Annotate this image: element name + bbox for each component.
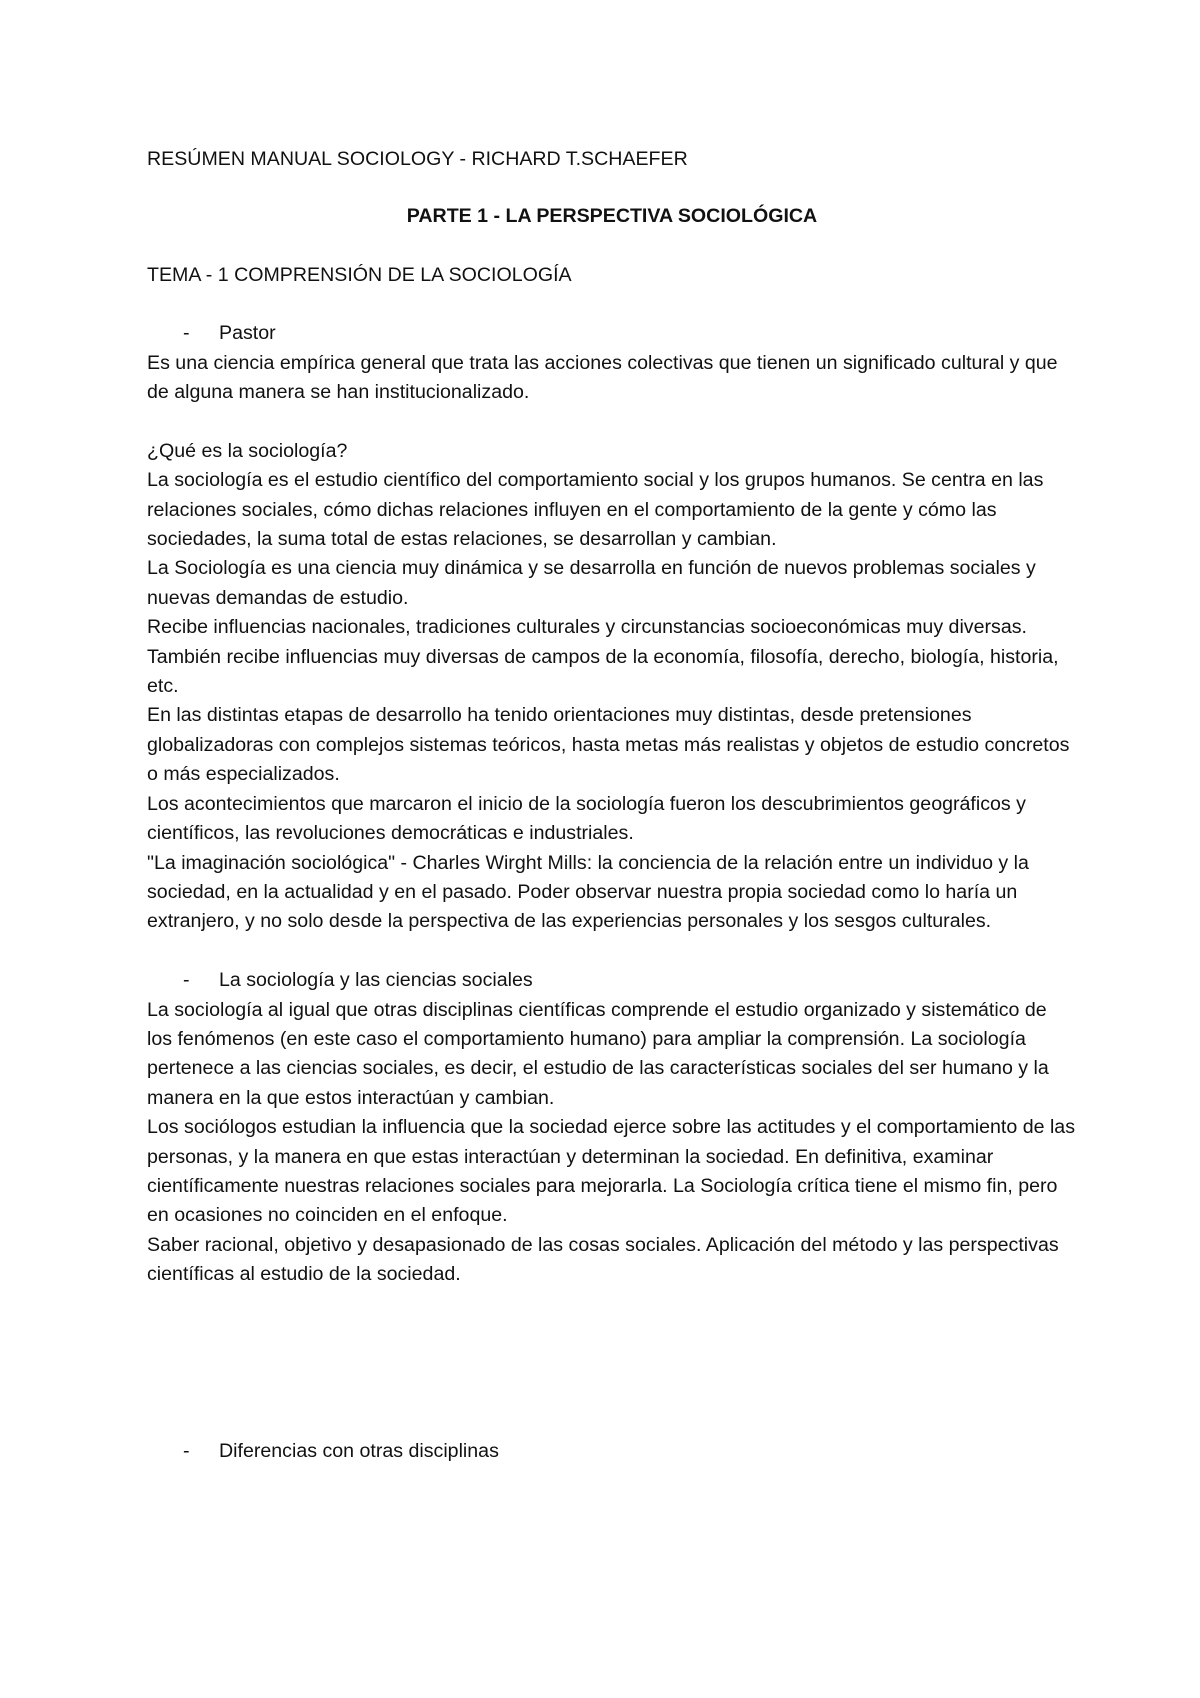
bullet-item-ciencias-sociales xyxy=(147,966,1077,995)
paragraph: Los acontecimientos que marcaron el inicio de la sociología fueron los descubrimientos geográficos y científicos, las revoluciones democráticas e industriales. xyxy=(147,792,1026,845)
paragraph: Los sociólogos estudian la influencia que la sociedad ejerce sobre las actitudes y el comportamiento de las personas, y la manera en que estas interactúan y determinan la sociedad. En definitiva, examinar científicamente nuestras relaciones sociales para mejorarla. La Sociología crítica tiene el mismo fin, pero en ocasiones no coinciden en el enfoque. xyxy=(147,1116,1075,1227)
bullet-item-pastor xyxy=(147,319,1077,348)
spacer xyxy=(147,290,1077,319)
paragraph: Saber racional, objetivo y desapasionado de las cosas sociales. Aplicación del método y las perspectivas científicas al estudio de la sociedad. xyxy=(147,1233,1059,1286)
bullet-label: Diferencias con otras disciplinas xyxy=(219,1439,499,1462)
spacer xyxy=(147,407,1077,436)
bullet-item-diferencias xyxy=(147,1437,1077,1466)
bullet-label: Pastor xyxy=(219,322,276,345)
bullet-marker: - xyxy=(183,1439,190,1462)
paragraph: En las distintas etapas de desarrollo ha tenido orientaciones muy distintas, desde pretensiones globalizadoras con complejos sistemas teóricos, hasta metas más realistas y objetos de estudio concretos o más especializados. xyxy=(147,704,1070,786)
bullet-marker: - xyxy=(183,969,190,992)
bullet-label: La sociología y las ciencias sociales xyxy=(219,969,533,992)
bullet-marker: - xyxy=(183,322,190,345)
document-title: RESÚMEN MANUAL SOCIOLOGY - RICHARD T.SCHAEFER xyxy=(147,148,688,170)
paragraph: También recibe influencias muy diversas de campos de la economía, filosofía, derecho, biología, historia, etc. xyxy=(147,645,1059,698)
paragraph: La Sociología es una ciencia muy dinámica y se desarrolla en función de nuevos problemas sociales y nuevas demandas de estudio. xyxy=(147,557,1036,609)
part-heading: PARTE 1 - LA PERSPECTIVA SOCIOLÓGICA xyxy=(406,205,818,228)
paragraph: Recibe influencias nacionales, tradiciones culturales y circunstancias socioeconómicas muy diversas. xyxy=(147,616,1027,639)
paragraph: La sociología es el estudio científico del comportamiento social y los grupos humanos. Se centra en las relaciones sociales, cómo dichas relaciones influyen en el comportamiento de la gente y cómo las sociedades, la suma total de estas relaciones, se desarrollan y cambian. xyxy=(147,469,1044,551)
paragraph-pastor-definition: Es una ciencia empírica general que trata las acciones colectivas que tienen un significado cultural y que de alguna manera se han institucionalizado. xyxy=(147,351,1058,404)
topic-heading: TEMA - 1 COMPRENSIÓN DE LA SOCIOLOGÍA xyxy=(147,263,572,286)
document-body xyxy=(147,145,1077,1466)
spacer xyxy=(147,1290,1077,1437)
question-heading: ¿Qué es la sociología? xyxy=(147,439,348,462)
paragraph: "La imaginación sociológica" - Charles Wirght Mills: la conciencia de la relación entre un individuo y la sociedad, en la actualidad y en el pasado. Poder observar nuestra propia sociedad como lo haría un extranjero, y no solo desde la perspectiva de las experiencias personales y los sesgos culturales. xyxy=(147,851,1029,933)
paragraph: La sociología al igual que otras disciplinas científicas comprende el estudio organizado y sistemático de los fenómenos (en este caso el comportamiento humano) para ampliar la comprensión. La sociología pertenece a las ciencias sociales, es decir, el estudio de las características sociales del ser humano y la manera en la que estos interactúan y cambian. xyxy=(147,998,1049,1109)
spacer xyxy=(147,937,1077,966)
